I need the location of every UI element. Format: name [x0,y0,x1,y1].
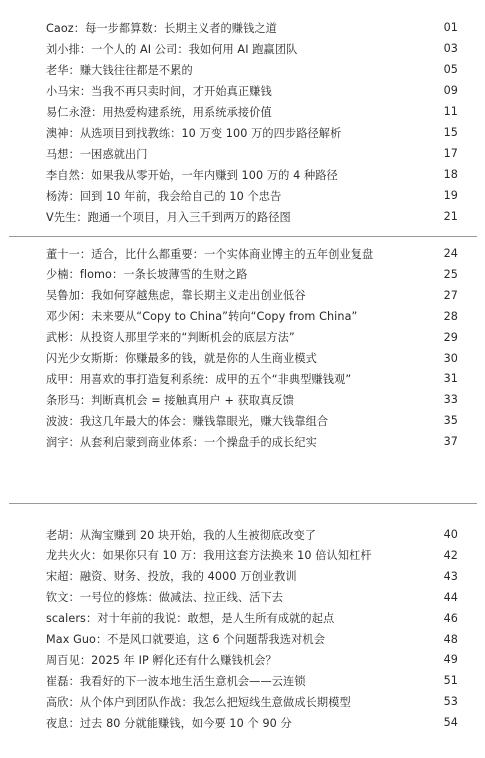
toc-entry-page: 27 [443,288,458,302]
section-divider [9,503,477,504]
toc-entry-page: 09 [443,84,458,97]
toc-entry-title: 老胡：从淘宝赚到 20 块开始，我的人生被彻底改变了 [46,528,317,542]
toc-entry[interactable] [46,264,458,285]
toc-entry-page: 11 [443,105,458,118]
toc-entry[interactable] [46,243,458,264]
toc-entry-page: 49 [443,653,458,667]
toc-entry-page: 35 [443,414,458,428]
toc-entry[interactable] [46,80,458,101]
toc-entry[interactable] [46,17,458,38]
toc-entry-page: 29 [443,330,458,344]
toc-entry[interactable] [46,185,458,206]
toc-entry[interactable] [46,285,458,306]
toc-entry-page: 15 [443,126,458,139]
toc-entry[interactable] [46,712,458,733]
toc-entry-page: 40 [443,528,458,541]
toc-entry[interactable] [46,670,458,691]
toc-entry-title: 润宇：从套利启蒙到商业体系：一个操盘手的成长纪实 [46,435,317,449]
toc-entry[interactable] [46,410,458,431]
toc-entry-title: Caoz：每一步都算数：长期主义者的赚钱之道 [46,21,277,35]
toc-entry-title: 高欣：从个体户到团队作战：我怎么把短线生意做成长期模型 [46,695,351,709]
toc-entry[interactable] [46,122,458,143]
toc-entry[interactable] [46,38,458,59]
toc-entry-title: 钦文：一号位的修炼：做减法、拉正线、活下去 [46,591,284,605]
toc-entry[interactable] [46,164,458,185]
toc-entry-page: 03 [443,42,458,55]
toc-entry-title: 崔磊：我看好的下一波本地生活生意机会——云连锁 [46,674,306,688]
toc-entry[interactable] [46,587,458,608]
toc-entry[interactable] [46,348,458,369]
toc-entry-title: 小马宋：当我不再只卖时间，才开始真正赚钱 [46,84,272,98]
toc-entry-page: 05 [443,63,458,76]
toc-entry-page: 46 [443,611,458,625]
toc-entry-title: 刘小排：一个人的 AI 公司：我如何用 AI 跑赢团队 [46,42,298,56]
toc-entry[interactable] [46,59,458,80]
toc-entry-page: 51 [443,674,458,688]
toc-entry-page: 33 [443,393,458,407]
toc-entry-title: 条形马：判断真机会 = 接触真用户 + 获取真反馈 [46,393,295,407]
toc-entry-title: 宋超：融资、财务、投放，我的 4000 万创业教训 [46,570,297,584]
toc-entry-page: 24 [443,247,458,260]
toc-entry[interactable] [46,566,458,587]
toc-entry-title: 波波：我这几年最大的体会：赚钱靠眼光，赚大钱靠组合 [46,414,329,428]
toc-entry[interactable] [46,524,458,545]
toc-entry-page: 44 [443,590,458,604]
toc-entry[interactable] [46,368,458,389]
toc-entry-page: 21 [443,210,458,223]
toc-entry-title: 李自然：如果我从零开始，一年内赚到 100 万的 4 种路径 [46,168,338,182]
toc-entry-page: 37 [443,435,458,449]
toc-entry-title: 董十一：适合，比什么都重要：一个实体商业博主的五年创业复盘 [46,247,374,261]
toc-entry-title: 杨涛：回到 10 年前，我会给自己的 10 个忠告 [46,189,282,203]
toc-entry[interactable] [46,143,458,164]
toc-entry[interactable] [46,101,458,122]
toc-entry-page: 30 [443,351,458,365]
toc-entry-title: 夜息：过去 80 分就能赚钱，如今要 10 个 90 分 [46,716,292,730]
toc-entry-page: 28 [443,309,458,323]
toc-entry[interactable] [46,545,458,566]
toc-entry-title: 周百见：2025 年 IP 孵化还有什么赚钱机会？ [46,653,277,667]
toc-entry-title: 龙共火火：如果你只有 10 万：我用这套方法换来 10 倍认知杠杆 [46,549,372,563]
toc-entry-title: V先生：跑通一个项目，月入三千到两万的路径图 [46,210,291,224]
toc-entry-title: 闪光少女斯斯：你赚最多的钱，就是你的人生商业模式 [46,352,317,365]
toc-entry-page: 43 [443,569,458,583]
toc-entry[interactable] [46,608,458,629]
toc-entry-page: 01 [443,21,458,34]
toc-entry-title: 老华：赚大钱往往都是不累的 [46,63,193,77]
toc-entry[interactable] [46,389,458,410]
toc-entry[interactable] [46,649,458,670]
toc-entry-page: 54 [443,716,458,730]
toc-entry-page: 17 [443,147,458,160]
toc-entry-title: 武彬：从投资人那里学来的“判断机会的底层方法” [46,331,295,345]
toc-entry[interactable] [46,629,458,650]
toc-entry-page: 53 [443,695,458,709]
toc-entry[interactable] [46,327,458,348]
toc-entry[interactable] [46,691,458,712]
toc-entry-title: 吴鲁加：我如何穿越焦虑，靠长期主义走出创业低谷 [46,289,306,303]
toc-entry-page: 19 [443,189,458,202]
toc-entry-title: 易仁永澄：用热爱构建系统，用系统承接价值 [46,105,272,119]
toc-entry[interactable] [46,206,458,227]
toc-entry-page: 42 [443,548,458,562]
toc-entry[interactable] [46,306,458,327]
toc-entry-title: 邓少闲：未来要从“Copy to China”转向“Copy from China” [46,310,358,324]
section-divider [9,236,477,237]
toc-entry-title: Max Guo：不是风口就要追，这 6 个问题帮我选对机会 [46,633,325,646]
toc-entry-title: 澳神：从选项目到找教练：10 万变 100 万的四步路径解析 [46,126,342,140]
toc-entry-page: 18 [443,168,458,181]
toc-entry-title: scalers：对十年前的我说：敢想，是人生所有成就的起点 [46,612,335,626]
toc-entry-page: 25 [443,267,458,281]
toc-entry-title: 成甲：用喜欢的事打造复利系统：成甲的五个“非典型赚钱观” [46,372,352,386]
toc-entry-page: 48 [443,632,458,646]
toc-entry[interactable] [46,431,458,452]
toc-entry-title: 马想：一困惑就出门 [46,147,148,161]
toc-entry-page: 31 [443,372,458,386]
toc-entry-title: 少楠：flomo：一条长坡薄雪的生财之路 [46,268,248,282]
